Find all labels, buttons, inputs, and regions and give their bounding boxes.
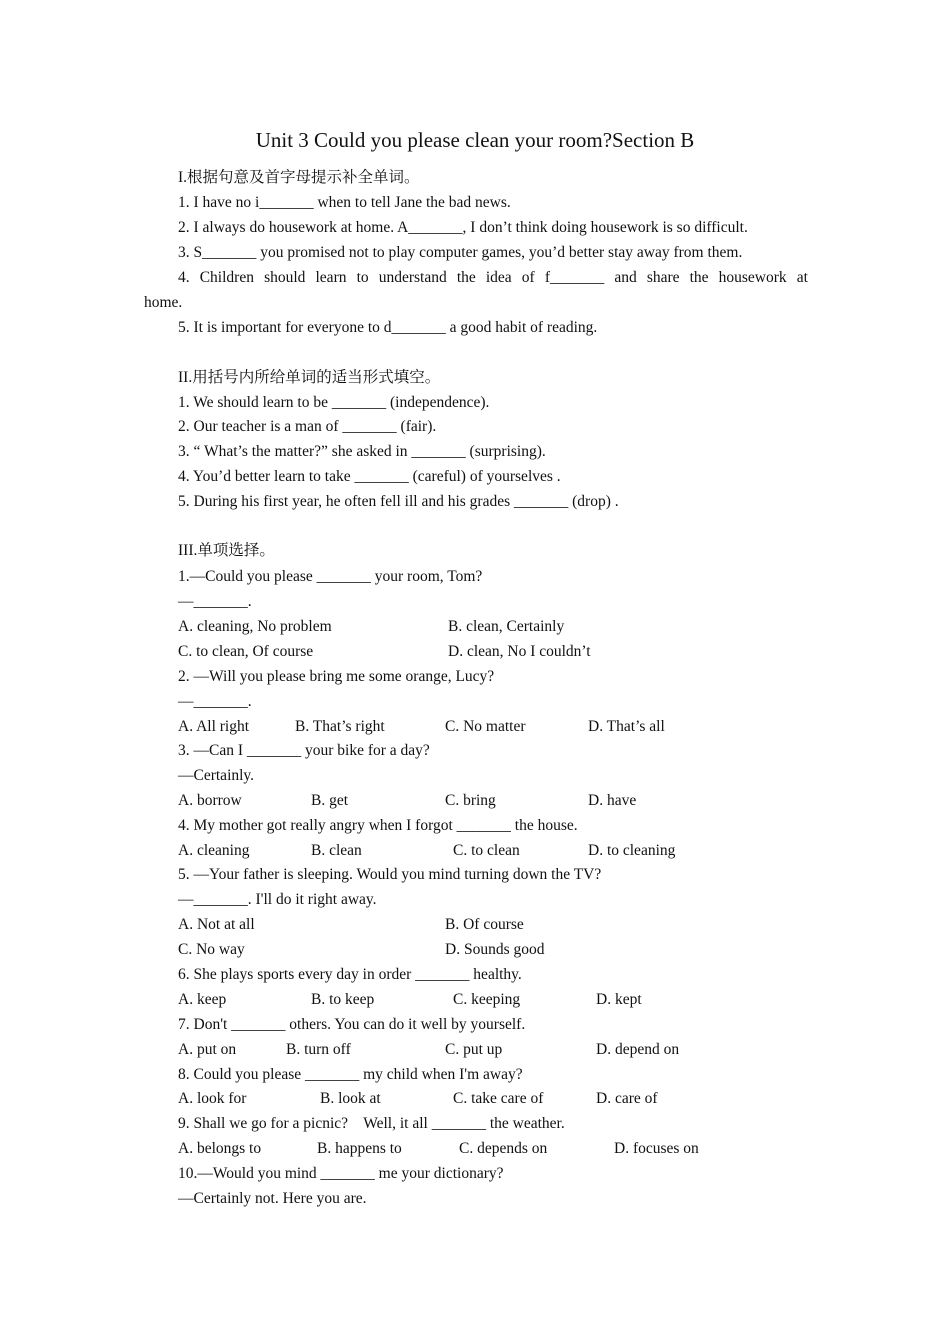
question-5-option-a: A. Not at all (178, 916, 255, 933)
part1-item-4-continuation: home. (144, 294, 183, 311)
word: and (614, 269, 637, 286)
question-5-option-b: B. Of course (445, 916, 524, 933)
word: idea (485, 269, 512, 286)
question-10-reply: —Certainly not. Here you are. (178, 1190, 367, 1207)
word: should (264, 269, 306, 286)
question-1-option-c: C. to clean, Of course (178, 643, 314, 660)
word: Children (199, 269, 254, 286)
word: learn (315, 269, 347, 286)
question-3-option-c: C. bring (445, 792, 496, 809)
question-5-reply: —_______. I'll do it right away. (178, 891, 377, 908)
question-7-option-a: A. put on (178, 1041, 237, 1058)
question-2-reply: —_______. (178, 693, 252, 710)
question-3-option-a: A. borrow (178, 792, 242, 809)
question-4-option-b: B. clean (311, 842, 362, 859)
part1-item-3: 3. S_______ you promised not to play computer games, you’d better stay away from them. (178, 244, 743, 261)
word: the (689, 269, 709, 286)
question-8-option-a: A. look for (178, 1090, 247, 1107)
part2-item-2: 2. Our teacher is a man of _______ (fair). (178, 418, 437, 435)
question-9-option-b: B. happens to (317, 1140, 402, 1157)
question-7-option-d: D. depend on (596, 1041, 680, 1058)
question-5-stem: 5. —Your father is sleeping. Would you mind turning down the TV? (178, 866, 602, 883)
question-9-stem: 9. Shall we go for a picnic? Well, it all _______ the weather. (178, 1115, 565, 1132)
question-3-reply: —Certainly. (178, 767, 255, 784)
question-8-stem: 8. Could you please _______ my child when I'm away? (178, 1066, 523, 1083)
word: 4. (178, 269, 190, 286)
question-8-option-d: D. care of (596, 1090, 658, 1107)
part1-item-4 (178, 265, 808, 290)
part2-item-1: 1. We should learn to be _______ (independence). (178, 394, 490, 411)
question-1-option-a: A. cleaning, No problem (178, 618, 332, 635)
question-8-option-c: C. take care of (453, 1090, 544, 1107)
section-heading-part1: I.根据句意及首字母提示补全单词。 (178, 169, 420, 186)
word: to (356, 269, 369, 286)
question-4-option-a: A. cleaning (178, 842, 250, 859)
word: at (796, 269, 808, 286)
question-6-option-b: B. to keep (311, 991, 375, 1008)
section-heading-part2: II.用括号内所给单词的适当形式填空。 (178, 369, 441, 386)
section-heading-part3: III.单项选择。 (178, 542, 275, 559)
question-1-option-b: B. clean, Certainly (448, 618, 565, 635)
question-3-stem: 3. —Can I _______ your bike for a day? (178, 742, 430, 759)
part1-item-2: 2. I always do housework at home. A_______, I don’t think doing housework is so difficult. (178, 219, 748, 236)
question-2-option-a: A. All right (178, 718, 250, 735)
word: of (521, 269, 535, 286)
question-3-option-d: D. have (588, 792, 637, 809)
question-2-stem: 2. —Will you please bring me some orange, Lucy? (178, 668, 495, 685)
word: share (646, 269, 680, 286)
question-2-option-b: B. That’s right (295, 718, 385, 735)
question-4-option-d: D. to cleaning (588, 842, 676, 859)
word: housework (718, 269, 787, 286)
question-6-option-d: D. kept (596, 991, 642, 1008)
word: understand (378, 269, 447, 286)
question-3-option-b: B. get (311, 792, 349, 809)
question-9-option-d: D. focuses on (614, 1140, 699, 1157)
question-7-stem: 7. Don't _______ others. You can do it well by yourself. (178, 1016, 526, 1033)
part1-item-5: 5. It is important for everyone to d_______ a good habit of reading. (178, 319, 598, 336)
word: the (456, 269, 476, 286)
question-1-reply: —_______. (178, 593, 252, 610)
question-5-option-c: C. No way (178, 941, 245, 958)
question-2-option-d: D. That’s all (588, 718, 665, 735)
question-10-stem: 10.—Would you mind _______ me your dictionary? (178, 1165, 504, 1182)
question-4-stem: 4. My mother got really angry when I forgot _______ the house. (178, 817, 578, 834)
question-2-option-c: C. No matter (445, 718, 526, 735)
question-4-option-c: C. to clean (453, 842, 520, 859)
question-6-stem: 6. She plays sports every day in order _______ healthy. (178, 966, 522, 983)
part2-item-4: 4. You’d better learn to take _______ (careful) of yourselves . (178, 468, 561, 485)
question-6-option-a: A. keep (178, 991, 227, 1008)
question-9-option-c: C. depends on (459, 1140, 548, 1157)
part2-item-3: 3. “ What’s the matter?” she asked in _______ (surprising). (178, 443, 546, 460)
question-6-option-c: C. keeping (453, 991, 521, 1008)
question-1-stem: 1.—Could you please _______ your room, Tom? (178, 568, 483, 585)
question-9-option-a: A. belongs to (178, 1140, 262, 1157)
question-1-option-d: D. clean, No I couldn’t (448, 643, 591, 660)
question-8-option-b: B. look at (320, 1090, 381, 1107)
question-7-option-b: B. turn off (286, 1041, 351, 1058)
page-title: Unit 3 Could you please clean your room?Section B (255, 128, 695, 152)
question-7-option-c: C. put up (445, 1041, 503, 1058)
question-5-option-d: D. Sounds good (445, 941, 545, 958)
part1-item-1: 1. I have no i_______ when to tell Jane the bad news. (178, 194, 511, 211)
word: f_______ (544, 269, 605, 286)
part2-item-5: 5. During his first year, he often fell ill and his grades _______ (drop) . (178, 493, 619, 510)
